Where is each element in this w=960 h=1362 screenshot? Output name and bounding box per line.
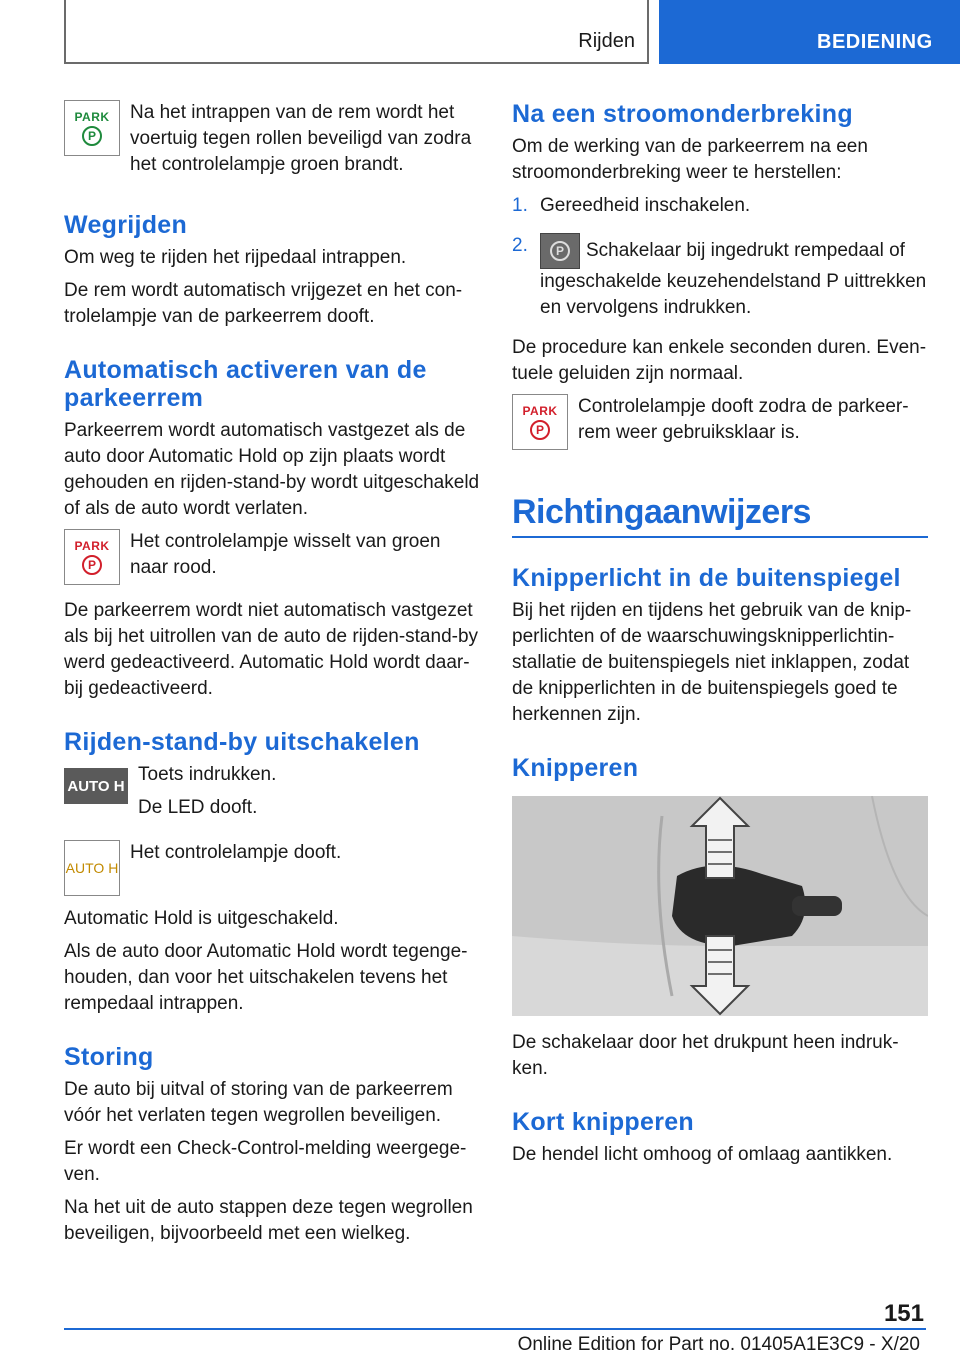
- automatisch-text-1: Parkeerrem wordt automatisch vastgezet als de auto door Automatic Hold op zijn plaats wordt gehouden en rijden-stand-by wordt uitgeschakeld of als de auto wordt verlaten.: [64, 420, 480, 519]
- header-section-title: Rijden: [578, 30, 635, 52]
- footer-edition: Online Edition for Part no. 01405A1E3C9 - X/20: [517, 1334, 920, 1355]
- park-red-row-2: [512, 394, 928, 453]
- park-brake-green-lamp-icon: PARK P: [64, 100, 120, 156]
- heading-knipperen: Knipperen: [512, 754, 639, 782]
- page-number: 151: [883, 1300, 924, 1327]
- automatisch-icon-text: Het controlelampje wisselt van groen naar rood.: [130, 531, 441, 578]
- storing-text-2: Er wordt een Check-Control-melding weergegeven.: [64, 1138, 467, 1185]
- park-green-row: [64, 100, 480, 185]
- auto-h-key-row: [64, 762, 480, 828]
- intro-text: Na het intrappen van de rem wordt het voertuig tegen rollen beveiligd van zodra het controlelampje groen brandt.: [130, 102, 472, 175]
- turn-signal-lever-illustration: [512, 796, 928, 1016]
- wegrijden-text-2: De rem wordt automatisch vrijgezet en het controlelampje van de parkeerrem dooft.: [64, 280, 463, 327]
- heading-automatisch: Automatisch activeren van de parkeerrem: [64, 356, 427, 412]
- standby-lamp-text: Het controlelampje dooft.: [130, 842, 342, 863]
- heading-buitenspiegel: Knipperlicht in de buitenspiegel: [512, 564, 901, 592]
- park-red-row: [64, 529, 480, 588]
- standby-text-1: Automatic Hold is uitgeschakeld.: [64, 908, 339, 929]
- right-column: [512, 100, 928, 1175]
- heading-storing: Storing: [64, 1043, 154, 1071]
- park-brake-red-lamp-icon: PARK P: [64, 529, 120, 585]
- header-chapter-title: BEDIENING: [817, 31, 933, 53]
- auto-h-button-icon: AUTO H: [64, 768, 128, 804]
- header-section-box: [64, 0, 649, 64]
- automatisch-text-2: De parkeerrem wordt niet automatisch vastgezet als bij het uitrollen van de auto de rijden-stand-by werd gedeactiveerd. Automatic Hold wordt daarbij gedeactiveerd.: [64, 600, 479, 699]
- parking-brake-switch-icon: P: [540, 233, 580, 269]
- storing-text-1: De auto bij uitval of storing van de parkeerrem vóór het verlaten tegen wegrollen beveiligen.: [64, 1079, 453, 1126]
- footer-rule: [64, 1328, 926, 1330]
- step-item: 1. Gereedheid inschakelen.: [512, 195, 751, 216]
- step-item: 2. P Schakelaar bij ingedrukt rempedaal of ingeschakelde keuzehendelstand P uittrekken en vervolgens indrukken.: [512, 235, 927, 318]
- header-chapter-tab: [659, 0, 960, 64]
- left-column: [64, 100, 480, 1254]
- stroom-text-2: De procedure kan enkele seconden duren. Eventuele geluiden zijn normaal.: [512, 337, 927, 384]
- heading-kort-knipperen: Kort knipperen: [512, 1108, 694, 1136]
- heading-stroomonderbreking: Na een stroomonderbreking: [512, 100, 853, 128]
- spiegel-text: Bij het rijden en tijdens het gebruik van de knipperlichten of de waarschuwingsknipperlichtinstallatie de buitenspiegels niet inklappen, zodat de knipperlichten in de buitenspiegels goed te herkennen zijn.: [512, 600, 912, 725]
- stroom-text-1: Om de werking van de parkeerrem na een stroomonderbreking weer te herstellen:: [512, 136, 868, 183]
- storing-text-3: Na het uit de auto stappen deze tegen wegrollen beveiligen, bijvoorbeeld met een wielkeg.: [64, 1197, 473, 1244]
- wegrijden-text-1: Om weg te rijden het rijpedaal intrappen.: [64, 247, 407, 268]
- standby-key-text-1: Toets indrukken.: [138, 764, 277, 785]
- knipperen-caption: De schakelaar door het drukpunt heen indrukken.: [512, 1032, 899, 1079]
- heading-richtingaanwijzers: Richtingaanwijzers: [512, 493, 928, 538]
- stroom-steps: [512, 193, 928, 321]
- auto-h-lamp-icon: AUTO H: [64, 840, 120, 896]
- standby-text-2: Als de auto door Automatic Hold wordt tegengehouden, dan voor het uitschakelen tevens het rempedaal intrappen.: [64, 941, 468, 1014]
- heading-standby: Rijden-stand-by uitschakelen: [64, 728, 420, 756]
- park-brake-red-lamp-icon: PARK P: [512, 394, 568, 450]
- heading-wegrijden: Wegrijden: [64, 211, 188, 239]
- stroom-icon-text: Controlelampje dooft zodra de parkeerrem weer gebruiksklaar is.: [578, 396, 909, 443]
- auto-h-lamp-row: [64, 840, 480, 896]
- standby-key-text-2: De LED dooft.: [138, 797, 258, 818]
- kort-text: De hendel licht omhoog of omlaag aantikken.: [512, 1144, 893, 1165]
